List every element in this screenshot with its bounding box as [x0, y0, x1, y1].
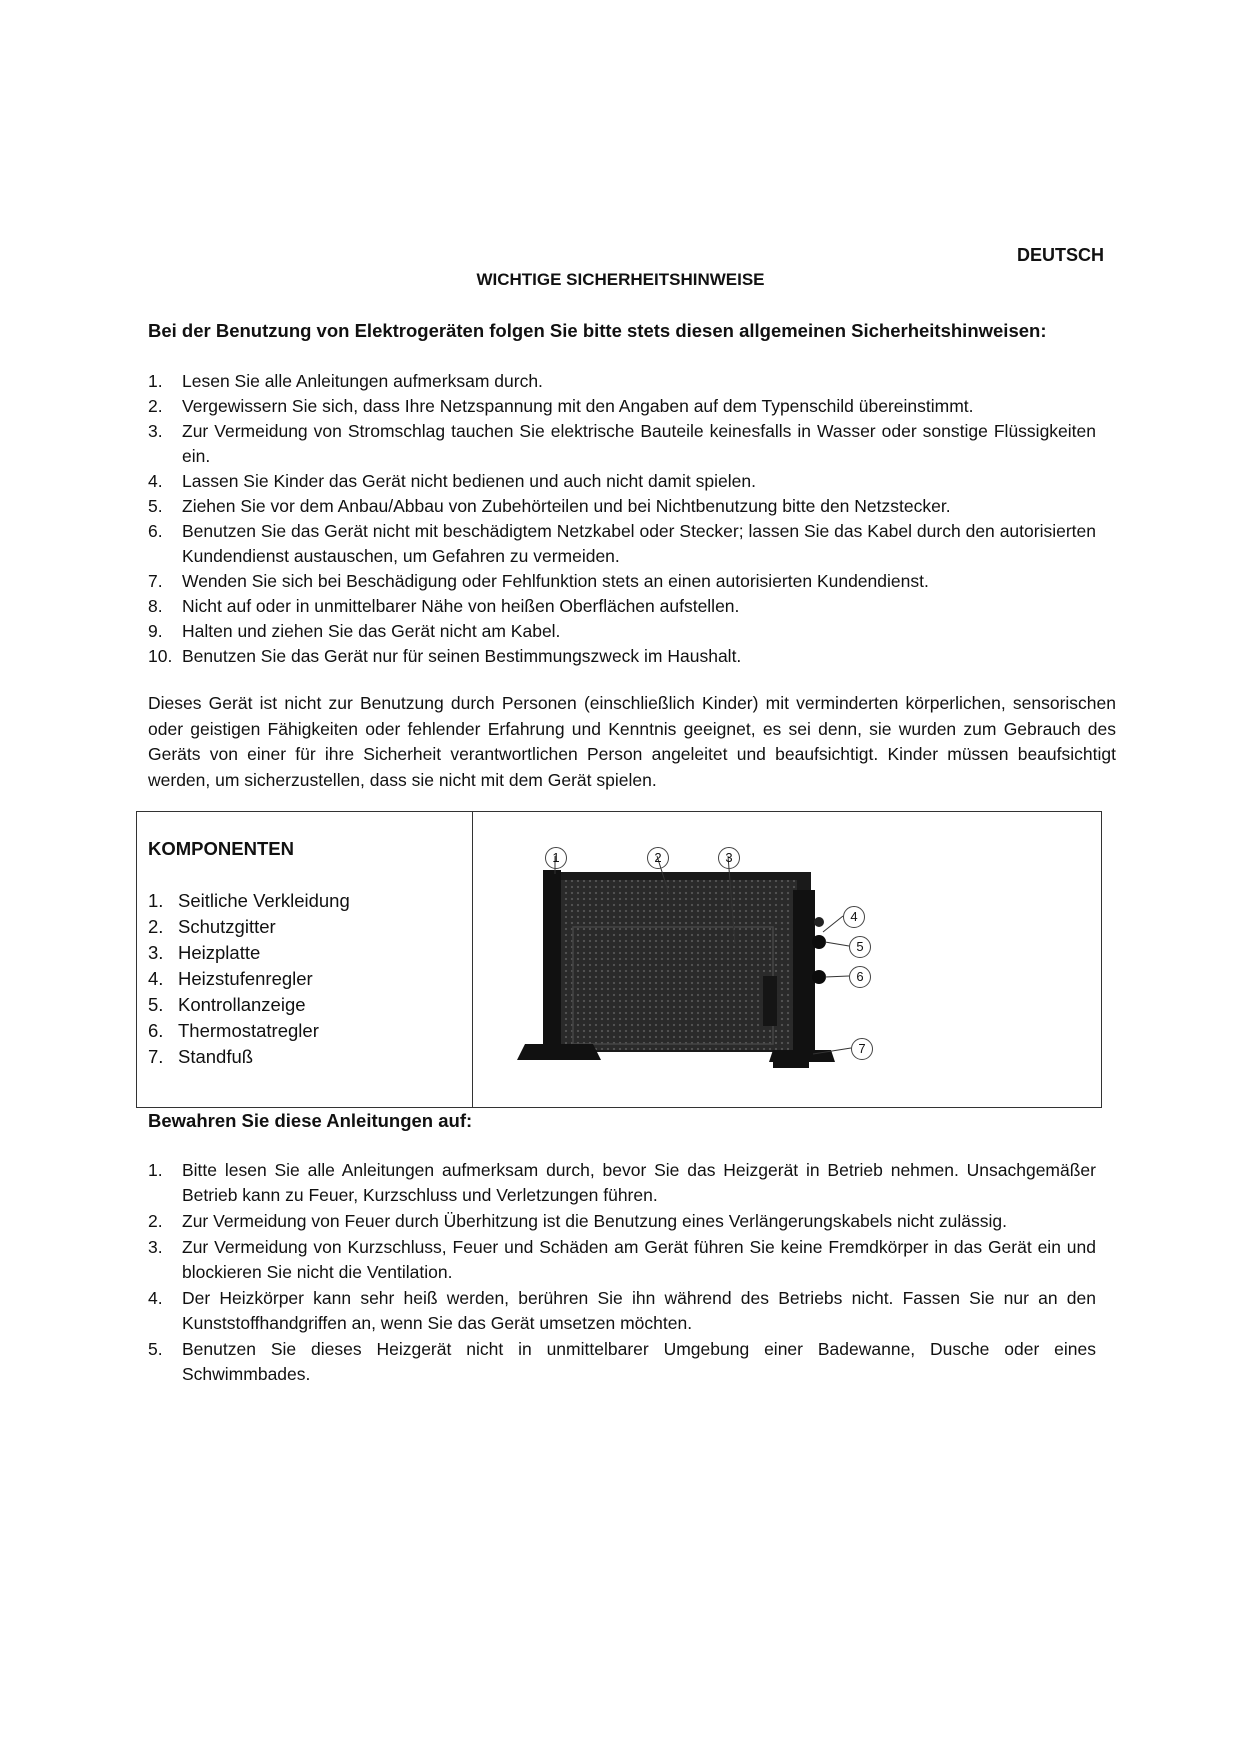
item-number: 6. — [148, 521, 163, 541]
item-text: Heizplatte — [178, 942, 261, 963]
item-number: 2. — [148, 396, 163, 416]
item-text: Standfuß — [178, 1046, 254, 1067]
item-number: 2. — [148, 916, 164, 937]
item-text: Ziehen Sie vor dem Anbau/Abbau von Zubehörteilen und bei Nichtbenutzung bitte den Netzstecker. — [182, 496, 951, 516]
indicator-light — [812, 935, 826, 949]
stand-foot — [773, 1052, 809, 1068]
list-item — [148, 494, 1096, 519]
item-number: 4. — [148, 1288, 163, 1308]
item-number: 7. — [148, 1046, 164, 1067]
item-text: Halten und ziehen Sie das Gerät nicht am Kabel. — [182, 621, 561, 641]
item-number: 4. — [148, 471, 163, 491]
item-number: 10. — [148, 646, 173, 666]
item-text: Benutzen Sie dieses Heizgerät nicht in unmittelbarer Umgebung einer Badewanne, Dusche oder eines Schwimmbades. — [182, 1339, 1096, 1384]
keep-instructions-heading: Bewahren Sie diese Anleitungen auf: — [148, 1110, 473, 1131]
item-text: Bitte lesen Sie alle Anleitungen aufmerksam durch, bevor Sie das Heizgerät in Betrieb nehmen. Unsachgemäßer Betrieb kann zu Feuer, Kurzschluss und Verletzungen führen. — [182, 1160, 1096, 1205]
warning-paragraph: Dieses Gerät ist nicht zur Benutzung durch Personen (einschließlich Kinder) mit verminderten körperlichen, sensorischen oder geistigen Fähigkeiten oder fehlender Erfahrung und Kenntnis geeignet, es sei denn, sie wurden zum Gebrauch des Geräts von einer für ihre Sicherheit verantwortlichen Person angeleitet und beaufsichtigt. Kinder müssen beaufsichtigt werden, um sicherzustellen, dass sie nicht mit dem Gerät spielen. — [148, 693, 1116, 790]
item-number: 3. — [148, 1237, 163, 1257]
item-text: Zur Vermeidung von Kurzschluss, Feuer und Schäden am Gerät führen Sie keine Fremdkörper in das Gerät ein und blockieren Sie nicht die Ventilation. — [182, 1237, 1096, 1282]
item-number: 3. — [148, 421, 163, 441]
handle — [763, 976, 777, 1026]
language-label: DEUTSCH — [1016, 245, 1104, 265]
right-side-cover — [793, 890, 815, 1055]
list-item — [148, 619, 1096, 644]
item-text: Kontrollanzeige — [178, 994, 306, 1015]
component-item — [148, 1018, 350, 1044]
list-item — [148, 419, 1096, 469]
item-number: 5. — [148, 994, 164, 1015]
top-grille — [557, 880, 797, 920]
list-item — [148, 394, 1096, 419]
item-text: Benutzen Sie das Gerät nur für seinen Bestimmungszweck im Haushalt. — [182, 646, 742, 666]
callout-5: 5 — [849, 936, 871, 958]
item-number: 6. — [148, 1020, 164, 1041]
callout-4: 4 — [843, 906, 865, 928]
components-list-panel — [137, 812, 473, 1107]
callout-1: 1 — [545, 847, 567, 869]
item-number: 2. — [148, 1211, 163, 1231]
item-text: Der Heizkörper kann sehr heiß werden, berühren Sie ihn während des Betriebs nicht. Fassen Sie nur an den Kunststoffhandgriffen an, wenn Sie das Gerät umsetzen möchten. — [182, 1288, 1096, 1333]
list-item — [148, 1209, 1096, 1234]
callout-3: 3 — [718, 847, 740, 869]
list-item — [148, 569, 1096, 594]
item-text: Vergewissern Sie sich, dass Ihre Netzspannung mit den Angaben auf dem Typenschild übereinstimmt. — [182, 396, 974, 416]
item-text: Wenden Sie sich bei Beschädigung oder Fehlfunktion stets an einen autorisierten Kundendienst. — [182, 571, 929, 591]
item-number: 1. — [148, 890, 164, 911]
list-item — [148, 469, 1096, 494]
item-number: 1. — [148, 371, 163, 391]
component-item — [148, 966, 350, 992]
heating-plate — [557, 920, 797, 1050]
list-item — [148, 1158, 1096, 1208]
item-number: 5. — [148, 496, 163, 516]
left-side-cover — [543, 870, 561, 1055]
component-item — [148, 992, 350, 1018]
callout-7: 7 — [851, 1038, 873, 1060]
item-text: Thermostatregler — [178, 1020, 319, 1041]
page-title: WICHTIGE SICHERHEITSHINWEISE — [476, 270, 765, 289]
list-item — [148, 1286, 1096, 1336]
item-text: Lesen Sie alle Anleitungen aufmerksam durch. — [182, 371, 543, 391]
list-item — [148, 644, 1096, 669]
item-text: Schutzgitter — [178, 916, 276, 937]
callout-2: 2 — [647, 847, 669, 869]
item-text: Zur Vermeidung von Stromschlag tauchen Sie elektrische Bauteile keinesfalls in Wasser oder sonstige Flüssigkeiten ein. — [182, 421, 1096, 466]
item-text: Lassen Sie Kinder das Gerät nicht bedienen und auch nicht damit spielen. — [182, 471, 756, 491]
item-number: 4. — [148, 968, 164, 989]
heater-illustration — [473, 812, 1101, 1107]
component-item — [148, 1044, 350, 1070]
item-number: 3. — [148, 942, 164, 963]
callout-6: 6 — [849, 966, 871, 988]
item-number: 8. — [148, 596, 163, 616]
heater-instructions-list — [148, 1158, 1096, 1388]
list-item — [148, 1337, 1096, 1387]
components-list — [148, 888, 350, 1070]
component-item — [148, 940, 350, 966]
item-text: Nicht auf oder in unmittelbarer Nähe von heißen Oberflächen aufstellen. — [182, 596, 740, 616]
item-number: 1. — [148, 1160, 163, 1180]
list-item — [148, 369, 1096, 394]
heat-level-knob — [814, 917, 824, 927]
list-item — [148, 594, 1096, 619]
item-text: Zur Vermeidung von Feuer durch Überhitzung ist die Benutzung eines Verlängerungskabels nicht zulässig. — [182, 1211, 1007, 1231]
component-item — [148, 914, 350, 940]
list-item — [148, 519, 1096, 569]
general-instructions-list — [148, 369, 1096, 669]
thermostat-knob — [812, 970, 826, 984]
item-number: 5. — [148, 1339, 163, 1359]
heater-body — [517, 870, 835, 1068]
component-item — [148, 888, 350, 914]
components-title: KOMPONENTEN — [148, 838, 294, 859]
item-number: 7. — [148, 571, 163, 591]
intro-text: Bei der Benutzung von Elektrogeräten folgen Sie bitte stets diesen allgemeinen Sicherheitshinweisen: — [148, 320, 1047, 341]
item-number: 9. — [148, 621, 163, 641]
left-foot — [517, 1044, 601, 1060]
item-text: Seitliche Verkleidung — [178, 890, 350, 911]
heater-figure — [473, 812, 1101, 1107]
list-item — [148, 1235, 1096, 1285]
item-text: Benutzen Sie das Gerät nicht mit beschädigtem Netzkabel oder Stecker; lassen Sie das Kabel durch den autorisierten Kundendienst austauschen, um Gefahren zu vermeiden. — [182, 521, 1096, 566]
item-text: Heizstufenregler — [178, 968, 313, 989]
components-box — [136, 811, 1102, 1108]
